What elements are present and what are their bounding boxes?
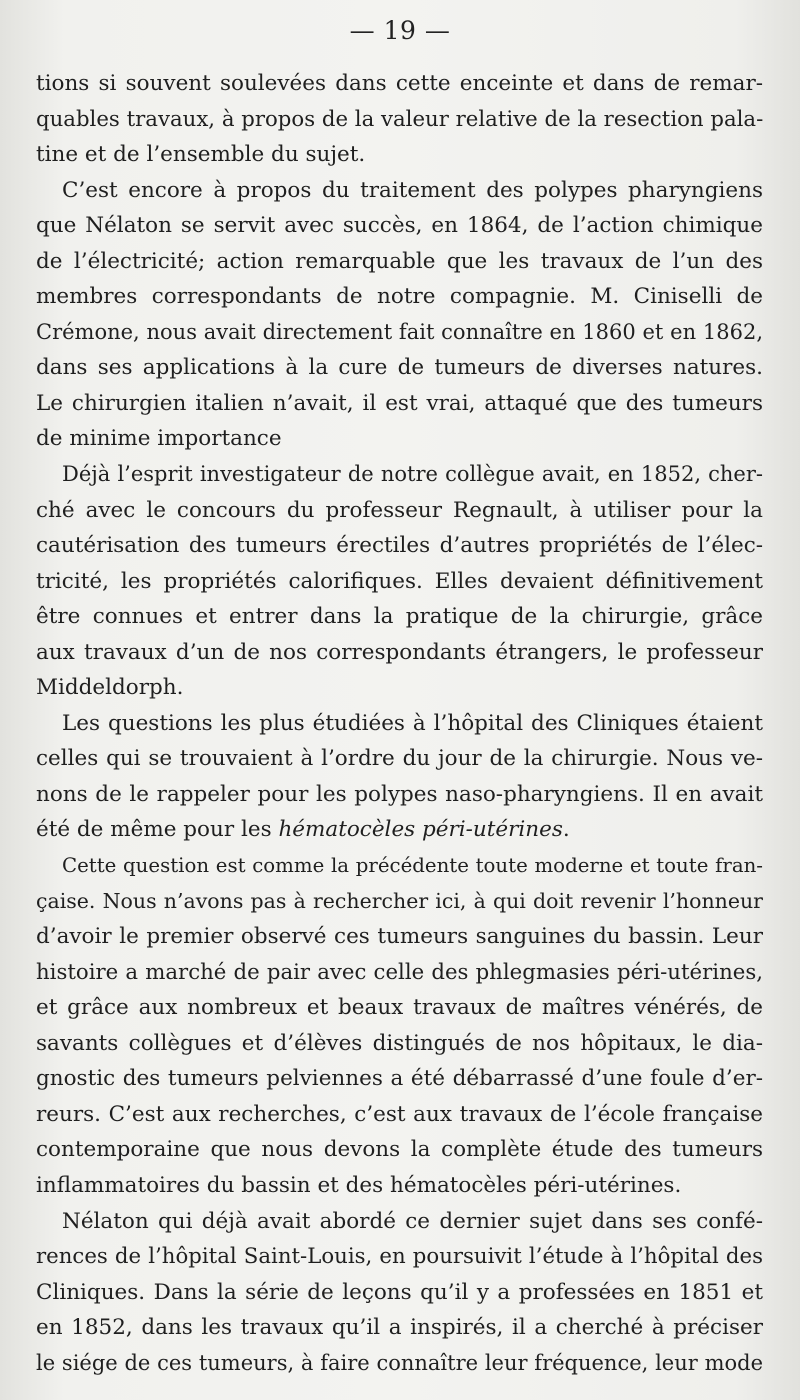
text-line: savants collègues et d’élèves distingués de nos hôpitaux, le dia-	[36, 1030, 763, 1056]
text-line: membres correspondants de notre compagnie. M. Ciniselli de	[36, 284, 763, 310]
text-line: histoire a marché de pair avec celle des phlegmasies péri-utérines,	[36, 959, 763, 985]
text-line	[36, 812, 763, 848]
text-line: Crémone, nous avait directement fait connaître en 1860 et en 1862,	[36, 319, 763, 344]
text-segment: .	[562, 817, 570, 843]
text-line: contemporaine que nous devons la complète étude des tumeurs	[36, 1137, 763, 1163]
text-segment: été de même pour les	[36, 817, 279, 843]
text-line: en 1852, dans les travaux qu’il a inspirés, il a cherché à préciser	[36, 1315, 763, 1341]
text-line: gnostic des tumeurs pelviennes a été débarrassé d’une foule d’er-	[36, 1066, 763, 1092]
text-line: tine et de l’ensemble du sujet.	[36, 142, 366, 168]
body-text	[36, 66, 763, 1381]
text-line: cautérisation des tumeurs érectiles d’autres propriétés de l’élec-	[36, 533, 763, 559]
text-line: tricité, les propriétés calorifiques. Elles devaient définitivement	[36, 568, 763, 594]
text-line: dans ses applications à la cure de tumeurs de diverses natures.	[36, 355, 763, 381]
text-line: être connues et entrer dans la pratique de la chirurgie, grâce	[36, 604, 763, 630]
text-line: Les questions les plus étudiées à l’hôpital des Cliniques étaient	[62, 710, 763, 736]
text-line: Cette question est comme la précédente toute moderne et toute fran-	[62, 854, 763, 878]
text-line: de l’électricité; action remarquable que les travaux de l’un des	[36, 248, 763, 274]
text-line: ché avec le concours du professeur Regnault, à utiliser pour la	[36, 497, 763, 523]
text-line: aux travaux d’un de nos correspondants étrangers, le professeur	[36, 639, 763, 665]
text-line: rences de l’hôpital Saint-Louis, en poursuivit l’étude à l’hôpital des	[36, 1244, 763, 1270]
text-line: inflammatoires du bassin et des hématocèles péri-utérines.	[36, 1172, 682, 1198]
italic-term: hématocèles péri-utérines	[278, 817, 563, 843]
text-line: que Nélaton se servit avec succès, en 1864, de l’action chimique	[36, 213, 763, 239]
text-line: çaise. Nous n’avons pas à rechercher ici, à qui doit revenir l’honneur	[36, 888, 763, 913]
text-line: tions si souvent soulevées dans cette enceinte et dans de remar-	[36, 71, 763, 96]
page-number: — 19 —	[349, 16, 451, 45]
text-line: quables travaux, à propos de la valeur relative de la resection pala-	[36, 106, 763, 132]
text-line: de minime importance	[36, 426, 282, 452]
text-line: C’est encore à propos du traitement des polypes pharyngiens	[62, 177, 763, 203]
text-line: reurs. C’est aux recherches, c’est aux travaux de l’école française	[36, 1101, 763, 1127]
text-line: nons de le rappeler pour les polypes naso-pharyngiens. Il en avait	[36, 781, 763, 807]
text-line: le siége de ces tumeurs, à faire connaître leur fréquence, leur mode	[36, 1350, 763, 1375]
text-line: Middeldorph.	[36, 675, 184, 701]
text-line: Nélaton qui déjà avait abordé ce dernier sujet dans ses confé-	[62, 1208, 763, 1234]
text-line: et grâce aux nombreux et beaux travaux de maîtres vénérés, de	[36, 995, 763, 1021]
text-line: Déjà l’esprit investigateur de notre collègue avait, en 1852, cher-	[62, 462, 763, 487]
text-line: celles qui se trouvaient à l’ordre du jour de la chirurgie. Nous ve-	[36, 746, 763, 772]
text-line: Cliniques. Dans la série de leçons qu’il y a professées en 1851 et	[36, 1279, 763, 1305]
text-line: d’avoir le premier observé ces tumeurs sanguines du bassin. Leur	[36, 924, 763, 950]
text-line: Le chirurgien italien n’avait, il est vrai, attaqué que des tumeurs	[36, 390, 763, 416]
